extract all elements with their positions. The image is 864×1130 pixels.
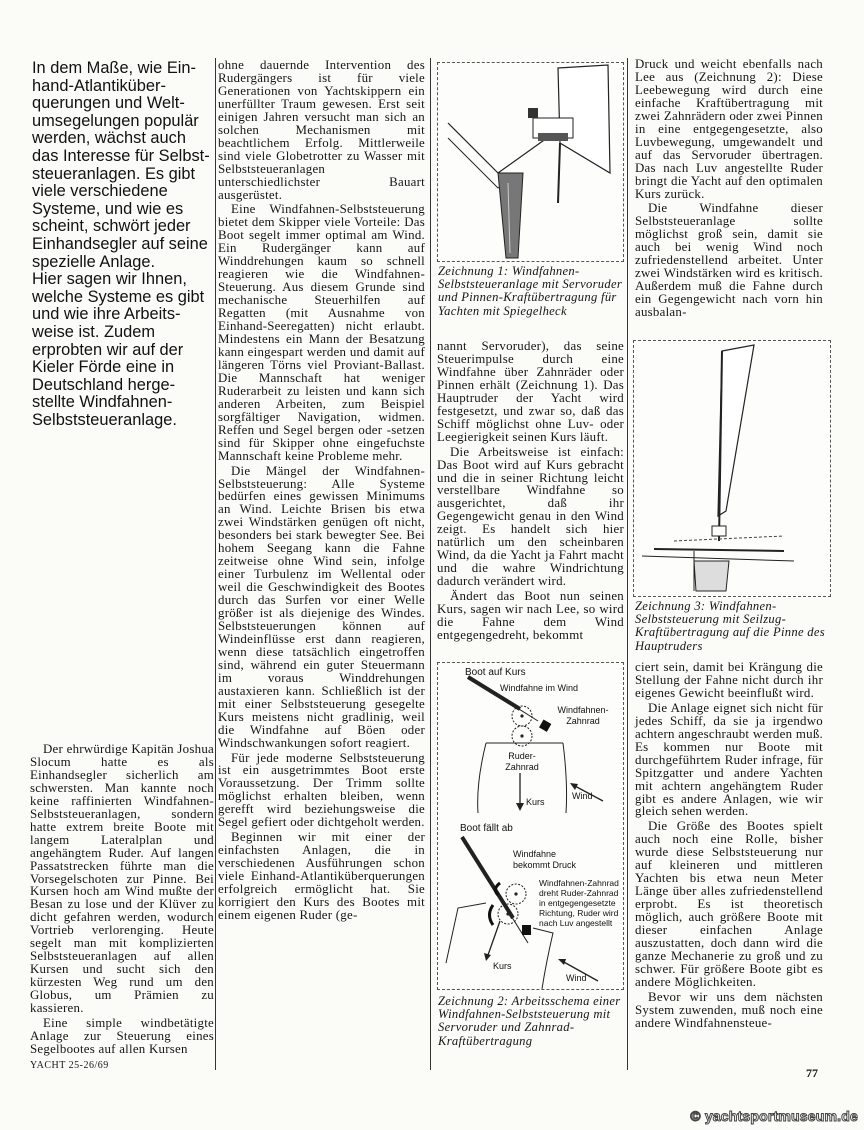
lead-line: stellte Windfahnen- <box>32 393 173 412</box>
lead-line: scheint, schwört jeder <box>32 217 191 236</box>
column-4-top <box>635 58 823 319</box>
windvane-servo-rudder-illustration <box>438 63 623 261</box>
lead-line: weise ist. Zudem <box>32 322 155 341</box>
lead-line: erprobten wir auf der <box>32 340 184 359</box>
column-3-body <box>437 340 624 642</box>
column-divider <box>627 58 628 1070</box>
column-divider <box>430 58 431 1070</box>
figure-1-caption: Zeichnung 1: Windfahnen-Selbststeueranlage mit Servoruder und Pinnen-Kraftübertragung für Yachten mit Spiegelheck <box>438 264 623 318</box>
paragraph: Die Mängel der Windfahnen-Selbststeuerung: Alle Systeme bedürfen eines gewissen Minimums an Wind. Leichte Brisen bis etwa zwei Windstärken genügen oft nicht, besonders bei stark bewegter See. Bei hohem Seegang kann die Fahne zeitweise ohne Wind sein, infolge einer Turbulenz im Wellental oder weil die Geschwindigkeit des Bootes durch das Surfen vor einer Welle größer ist als diejenige des Windes. Selbststeuerungen können auf Windeinflüsse erst dann reagieren, wenn diese tatsächlich eingetroffen sind, während ein guter Steuermann im voraus Winddrehungen austaxieren kann. Schließlich ist der mit einer Selbststeuerung gesegelte Kurs meistens nicht gradlinig, weil die Windfahne auf Böen oder Windschwankungen sofort reagiert. <box>218 463 425 750</box>
paragraph: Beginnen wir mit einer der einfachsten Anlagen, die in verschiedenen Ausführungen schon viele Einhand-Atlantiküberquerungen erfolgreich ermöglicht hat. Sie korrigiert den Kurs des Bootes mit einem eigenen Ruder (ge- <box>218 830 425 922</box>
label-kurs: Kurs <box>526 797 545 807</box>
lead-line: Systeme, und wie es <box>32 199 184 218</box>
figure-2-caption: Zeichnung 2: Arbeitsschema einer Windfahnen-Selbststeuerung mit Servoruder und Zahnrad-Kraftübertragung <box>438 994 621 1048</box>
lead-line: werden, wächst auch <box>32 129 186 148</box>
paragraph: nannt Servoruder), das seine Steuerimpulse durch eine Windfahne über Zahnräder oder Pinnen erhält (Zeichnung 1). Das Hauptruder der Yacht wird festgesetzt, und zwar so, daß das Schiff möglichst ohne Luv- oder Leegierigkeit seinen Kurs läuft. <box>437 339 624 444</box>
lead-line: und wie ihre Arbeits- <box>32 305 181 324</box>
paragraph: Bevor wir uns dem nächsten System zuwenden, muß noch eine andere Windfahnensteue- <box>635 989 823 1030</box>
label-boot-faellt-ab: Boot fällt ab <box>460 823 513 834</box>
label-windfahne-im-wind: Windfahne im Wind <box>500 683 579 693</box>
page-number: 77 <box>806 1066 818 1080</box>
label-wind: Wind <box>572 791 593 801</box>
label-boot-auf-kurs: Boot auf Kurs <box>465 667 526 678</box>
lead-line: Hier sagen wir Ihnen, <box>32 270 187 289</box>
paragraph: Die Größe des Bootes spielt auch noch eine Rolle, bisher wurde diese Selbststeuerung nur auf kleineren und mittleren Yachten bis etwa neun Meter Länge über alles zufriedenstellend erprobt. Es ist theoretisch möglich, auch größere Boote mit dieser einfachen Anlage auszustatten, doch dann wird die ganze Mechanerie zu groß und zu schwer. Für größere Boote gibt es andere Möglichkeiten. <box>635 819 823 989</box>
paragraph: ciert sein, damit bei Krängung die Stellung der Fahne nicht durch ihr eigenes Gewicht beeinflußt wird. <box>635 660 823 700</box>
lead-line: Selbststeueranlage. <box>32 410 177 429</box>
label-explanation: Windfahnen-Zahnrad dreht Ruder-Zahnrad in entgegengesetzte Richtung, Ruder wird nach Luv angestellt <box>539 878 619 928</box>
column-divider <box>215 58 216 1070</box>
label-windfahnen-zahnrad: Windfahnen-Zahnrad <box>557 705 609 726</box>
lead-line: das Interesse für Selbst- <box>32 146 210 165</box>
lead-line: querungen und Welt- <box>32 94 185 113</box>
label-windfahne-druck: Windfahne bekommt Druck <box>513 849 577 870</box>
column-1-body <box>30 743 214 1056</box>
lead-line: Deutschland herge- <box>32 375 176 394</box>
paragraph: ohne dauernde Intervention des Rudergängers ist für viele Generationen von Yachtskippern ein unerfüllter Traum gewesen. Erst seit einigen Jahren versucht man sich an solchen Mechanismen mit beachtlichem Erfolg. Mittlerweile sind viele Globetrotter zu Wasser mit Selbststeueranlagen unterschiedlichster Bauart ausgerüstet. <box>218 58 425 202</box>
lead-line: In dem Maße, wie Ein- <box>32 59 196 77</box>
paragraph: Ändert das Boot nun seinen Kurs, sagen wir nach Lee, so wird die Fahne dem Wind entgegengedreht, bekommt <box>437 589 624 642</box>
windvane-cable-illustration <box>634 341 830 596</box>
article-lead <box>32 60 216 429</box>
paragraph: Die Arbeitsweise ist einfach: Das Boot wird auf Kurs gebracht und die in seiner Richtung leicht verstellbare Windfahne so ausgerichtet, daß ihr Gegengewicht genau in den Wind zeigt. Es handelt sich hier natürlich um den scheinbaren Wind, da die Yacht ja Fahrt macht und die wahre Windrichtung dadurch verändert wird. <box>437 444 624 589</box>
paragraph: Druck und weicht ebenfalls nach Lee aus (Zeichnung 2): Diese Leebewegung wird durch eine einfache Kraftübertragung mit zwei Zahnrädern oder zwei Pinnen in eine entgegengesetzte, also Luvbewegung, umgewandelt und auf das Servoruder übertragen. Das nach Luv angestellte Ruder bringt die Yacht auf den optimalen Kurs zurück. <box>635 57 823 201</box>
lead-line: umsegelungen populär <box>32 111 199 130</box>
issue-footer: YACHT 25-26/69 <box>30 1060 109 1071</box>
paragraph: Die Anlage eignet sich nicht für jedes Schiff, da sie ja irgendwo achtern angeschraubt werden muß. Es kommen nur Boote mit durchgeführtem Ruder infrage, für Spitzgatter und andere Yachten mit achtern angehängtem Ruder gibt es andere Anlagen, wie wir gleich sehen werden. <box>635 700 823 819</box>
lead-line: steueranlagen. Es gibt <box>32 164 196 183</box>
paragraph: Die Windfahne dieser Selbststeueranlage sollte möglichst groß sein, damit sie auch bei wenig Wind noch zufriedenstellend arbeitet. Unter zwei Windstärken wird es kritisch. Außerdem muß die Fahne durch ein Gegengewicht nach vorn hin ausbalan- <box>635 201 823 320</box>
lead-line: welche Systeme es gibt <box>32 287 205 306</box>
column-4-bottom <box>635 661 823 1030</box>
paragraph: Eine Windfahnen-Selbststeuerung bietet dem Skipper viele Vorteile: Das Boot segelt immer optimal am Wind. Ein Rudergänger kann auf Winddrehungen kaum so schnell reagieren wie die Windfahnen-Steuerung. Aus diesem Grunde sind mechanische Steuerhilfen auf Regatten (mit Ausnahme von Einhand-Seeregatten) nicht erlaubt. Mindestens ein Mann der Besatzung kann eingespart werden und damit auf längeren Törns viel Proviant-Ballast. Die Mannschaft hat weniger Ruderarbeit zu leisten und kann sich anderen Arbeiten, zum Beispiel sorgfältiger Navigation, widmen. Reffen und Segel bergen oder -setzen sind für Skipper ohne eingefuchste Mannschaft keine Probleme mehr. <box>218 202 425 463</box>
watermark: © yachtsportmuseum.de <box>690 1108 858 1124</box>
figure-2-diagram <box>437 662 624 990</box>
lead-line: Einhandsegler auf seine <box>32 234 208 253</box>
paragraph: Eine simple windbetätigte Anlage zur Steuerung eines Segelbootes auf allen Kursen <box>30 1016 214 1056</box>
lead-line: viele verschiedene <box>32 182 168 201</box>
figure-3-drawing <box>633 340 831 597</box>
label-wind: Wind <box>566 973 587 983</box>
label-kurs: Kurs <box>493 961 512 971</box>
lead-line: spezielle Anlage. <box>32 252 156 271</box>
lead-line: hand-Atlantiküber- <box>32 76 166 95</box>
figure-1-drawing <box>437 62 624 262</box>
lead-line: Kieler Förde eine in <box>32 358 175 377</box>
column-2-body <box>218 59 425 922</box>
paragraph: Für jede moderne Selbststeuerung ist ein ausgetrimmtes Boot erste Voraussetzung. Der Trimm sollte möglichst erhalten bleiben, wenn gerefft wird beziehungsweise die Segel gefiert oder dichtgeholt werden. <box>218 750 425 830</box>
figure-3-caption: Zeichnung 3: Windfahnen-Selbststeuerung mit Seilzug-Kraftübertragung auf die Pinne des Hauptruders <box>635 599 825 653</box>
paragraph: Der ehrwürdige Kapitän Joshua Slocum hatte es als Einhandsegler sicherlich am schwersten. Man kannte noch keine raffinierten Windfahnen-Selbststeueranlagen, sondern hatte extrem breite Boote mit langem Lateralplan und angehängtem Ruder. Auf langen Passatstrecken führte man die Vorsegelschoten zur Pinne. Bei Kursen hoch am Wind mußte der Besan zu lose und der Klüver zu dicht gefahren werden, wodurch Vortrieb verlorenging. Heute segelt man mit komplizierten Selbststeueranlagen auf allen Kursen und sucht sich den kürzesten Weg rund um den Globus, um Prämien zu kassieren. <box>30 742 214 1016</box>
label-ruder-zahnrad: Ruder-Zahnrad <box>505 751 539 772</box>
